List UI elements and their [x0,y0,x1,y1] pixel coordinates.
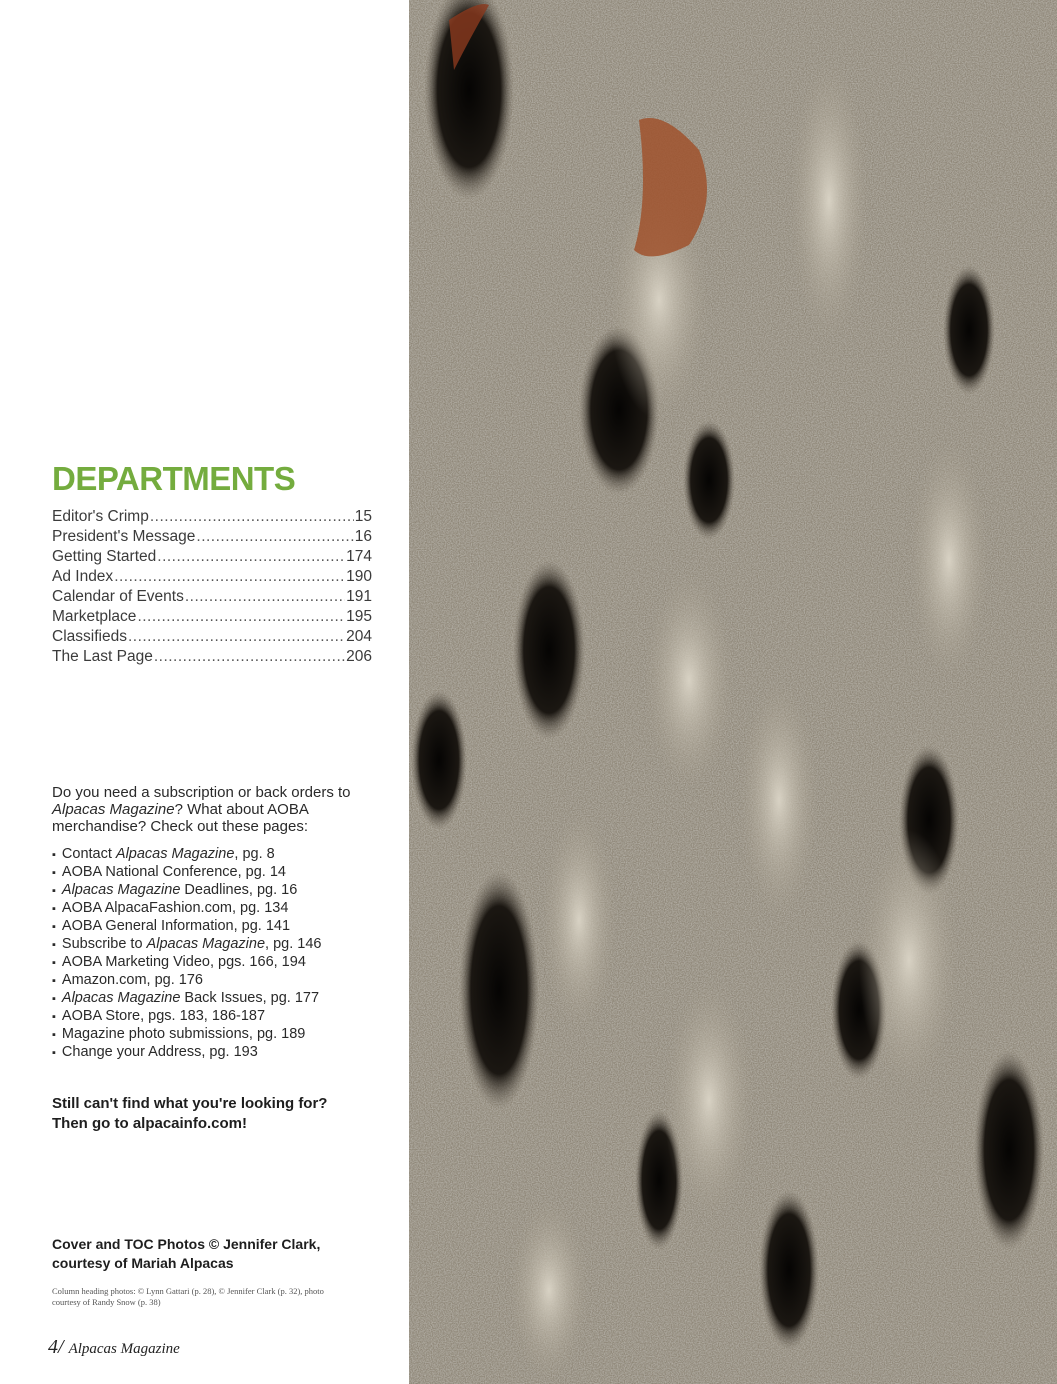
sand-photo-graphic [409,0,1057,1384]
toc-entry-title: Getting Started [52,548,157,565]
intro-text: ? What about AOBA merchandise? Check out these pages: [52,801,308,835]
toc-entry-page: 195 [346,608,372,625]
departments-list [52,507,372,667]
credit-line: Cover and TOC Photos © Jennifer Clark, [52,1236,321,1252]
cta-line: Still can't find what you're looking for? [52,1095,328,1112]
dot-leader [157,547,345,567]
dot-leader [128,627,345,647]
list-item[interactable] [52,864,392,882]
list-item-text: , pg. 8 [234,846,275,862]
toc-entry[interactable] [52,567,372,587]
list-item-text: AOBA Store, pgs. 183, 186-187 [61,1008,266,1024]
toc-entry-title: President's Message [52,528,196,545]
dot-leader [154,647,345,667]
list-item[interactable] [52,972,392,990]
list-item[interactable] [52,990,392,1008]
toc-entry-page: 191 [346,588,372,605]
toc-entry[interactable] [52,507,372,527]
cta-line: Then go to alpacainfo.com! [52,1115,248,1132]
dot-leader [150,507,354,527]
toc-entry-page: 206 [346,648,372,665]
toc-entry-title: Ad Index [52,568,114,585]
toc-entry-page: 204 [346,628,372,645]
toc-entry-title: Editor's Crimp [52,508,149,525]
list-item-text: Back Issues, pg. 177 [180,990,320,1006]
dot-leader [114,567,345,587]
intro-text: Do you need a subscription or back orders to [52,784,351,801]
toc-entry[interactable] [52,647,372,667]
toc-entry-title: Marketplace [52,608,137,625]
cover-photo-credit [52,1235,372,1273]
toc-entry[interactable] [52,527,372,547]
list-item[interactable] [52,900,392,918]
toc-entry-page: 16 [354,528,372,545]
list-item[interactable] [52,954,392,972]
magazine-title: Alpacas Magazine [68,1341,180,1357]
list-item-text: AOBA AlpacaFashion.com, pg. 134 [61,900,289,916]
list-item[interactable] [52,1026,392,1044]
page-folio [48,1336,180,1359]
magazine-name: Alpacas Magazine [61,990,181,1006]
page-number: 4 [48,1336,58,1358]
toc-entry-page: 15 [354,508,372,525]
list-item[interactable] [52,936,392,954]
list-item[interactable] [52,1044,392,1062]
list-item[interactable] [52,846,392,864]
call-to-action [52,1094,372,1134]
list-item-text: Deadlines, pg. 16 [180,882,298,898]
left-column [52,0,382,1384]
list-item-text: Subscribe to [61,936,147,952]
info-links-list [52,846,392,1062]
toc-entry-page: 190 [346,568,372,585]
info-intro [52,784,382,835]
toc-entry-title: Calendar of Events [52,588,184,605]
column-photo-credit: Column heading photos: © Lynn Gattari (p. 28), © Jennifer Clark (p. 32), photo courtesy of Randy Snow (p. 38) [52,1286,324,1307]
magazine-name: Alpacas Magazine [146,936,266,952]
footprints-photo [409,0,1057,1384]
toc-entry[interactable] [52,627,372,647]
list-item-text: , pg. 146 [265,936,322,952]
dot-leader [185,587,345,607]
toc-entry[interactable] [52,587,372,607]
toc-entry-title: The Last Page [52,648,153,665]
toc-entry-title: Classifieds [52,628,127,645]
toc-entry[interactable] [52,547,372,567]
list-item-text: AOBA Marketing Video, pgs. 166, 194 [61,954,306,970]
magazine-name: Alpacas Magazine [61,882,181,898]
list-item-text: Amazon.com, pg. 176 [61,972,203,988]
list-item-text: Magazine photo submissions, pg. 189 [61,1026,306,1042]
credit-line: courtesy of Mariah Alpacas [52,1255,234,1271]
toc-entry[interactable] [52,607,372,627]
list-item[interactable] [52,1008,392,1026]
list-item[interactable] [52,918,392,936]
departments-heading: DEPARTMENTS [52,460,296,497]
list-item-text: AOBA National Conference, pg. 14 [61,864,286,880]
magazine-name: Alpacas Magazine [52,801,175,818]
list-item-text: Change your Address, pg. 193 [61,1044,258,1060]
list-item-text: AOBA General Information, pg. 141 [61,918,291,934]
list-item-text: Contact [61,846,116,862]
dot-leader [196,527,353,547]
folio-separator: / [58,1336,64,1358]
list-item[interactable] [52,882,392,900]
dot-leader [137,607,345,627]
toc-entry-page: 174 [346,548,372,565]
magazine-name: Alpacas Magazine [115,846,235,862]
